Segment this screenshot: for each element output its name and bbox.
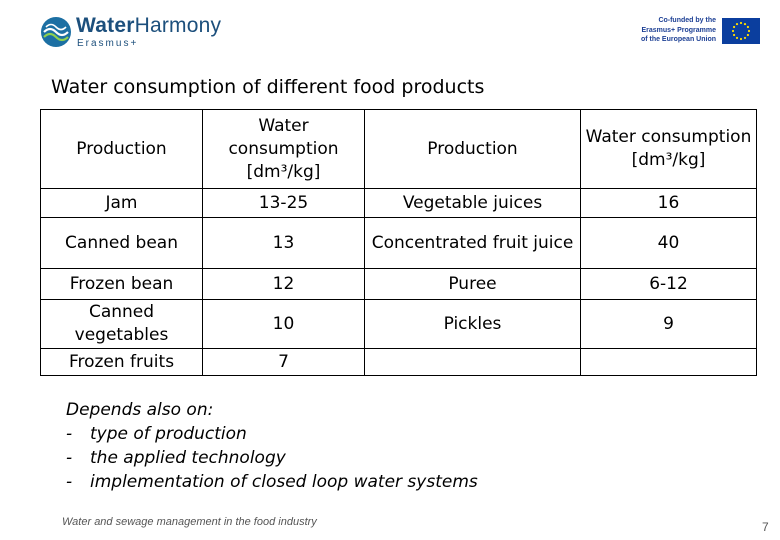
- table-cell: Canned bean: [41, 218, 203, 269]
- table-cell: Jam: [41, 189, 203, 218]
- waterharmony-logo: [40, 14, 240, 50]
- eu-star-icon: [747, 26, 749, 28]
- eu-star-icon: [733, 34, 735, 36]
- eu-star-icon: [744, 23, 746, 25]
- table-cell: 10: [203, 300, 365, 349]
- eu-star-icon: [744, 37, 746, 39]
- page-title: Water consumption of different food products: [51, 76, 485, 98]
- eu-star-icon: [747, 34, 749, 36]
- table-cell: 12: [203, 269, 365, 300]
- list-item: [66, 422, 478, 446]
- table-row: [41, 218, 757, 269]
- header-production: Production: [365, 110, 581, 189]
- eu-cofunded-text: Co-funded by the Erasmus+ Programme of the European Union: [640, 17, 716, 43]
- water-drop-icon: [40, 16, 72, 48]
- bullet-dash: -: [66, 424, 73, 444]
- eu-star-icon: [740, 22, 742, 24]
- eu-star-icon: [733, 26, 735, 28]
- table-cell: 6-12: [581, 269, 757, 300]
- table-cell: Vegetable juices: [365, 189, 581, 218]
- bullet-dash: -: [66, 448, 73, 468]
- water-consumption-table: [40, 109, 757, 376]
- eu-flag-icon: [722, 18, 760, 44]
- logo-subtitle: Erasmus+: [77, 38, 139, 49]
- table-cell: [365, 349, 581, 376]
- eu-star-icon: [736, 37, 738, 39]
- list-item-text: the applied technology: [90, 448, 286, 468]
- table-row: [41, 189, 757, 218]
- eu-star-icon: [740, 38, 742, 40]
- table-cell: Frozen fruits: [41, 349, 203, 376]
- table-cell: 13-25: [203, 189, 365, 218]
- list-item: [66, 470, 478, 494]
- eu-star-icon: [748, 30, 750, 32]
- table-cell: 16: [581, 189, 757, 218]
- page-number: 7: [762, 520, 769, 534]
- table-row: [41, 269, 757, 300]
- table-cell: 9: [581, 300, 757, 349]
- table-cell: 13: [203, 218, 365, 269]
- notes-heading: Depends also on:: [66, 400, 214, 420]
- header-water-consumption: Water consumption [dm³/kg]: [581, 110, 757, 189]
- bullet-dash: -: [66, 472, 73, 492]
- table-cell: Concentrated fruit juice: [365, 218, 581, 269]
- list-item-text: type of production: [90, 424, 247, 444]
- footer-text: Water and sewage management in the food industry: [62, 516, 317, 528]
- header-water-consumption: Water consumption [dm³/kg]: [203, 110, 365, 189]
- notes-block: [66, 398, 478, 494]
- header-production: Production: [41, 110, 203, 189]
- table-row: [41, 349, 757, 376]
- table-row: [41, 300, 757, 349]
- table-cell: Canned vegetables: [41, 300, 203, 349]
- list-item-text: implementation of closed loop water systems: [90, 472, 478, 492]
- logo-title: WaterHarmony: [76, 14, 222, 37]
- eu-star-icon: [732, 30, 734, 32]
- table-cell: 40: [581, 218, 757, 269]
- table-cell: Pickles: [365, 300, 581, 349]
- table-cell: 7: [203, 349, 365, 376]
- table-header-row: [41, 110, 757, 189]
- list-item: [66, 446, 478, 470]
- table-cell: [581, 349, 757, 376]
- table-cell: Puree: [365, 269, 581, 300]
- eu-star-icon: [736, 23, 738, 25]
- table-cell: Frozen bean: [41, 269, 203, 300]
- eu-cofunded-logo: [632, 14, 760, 48]
